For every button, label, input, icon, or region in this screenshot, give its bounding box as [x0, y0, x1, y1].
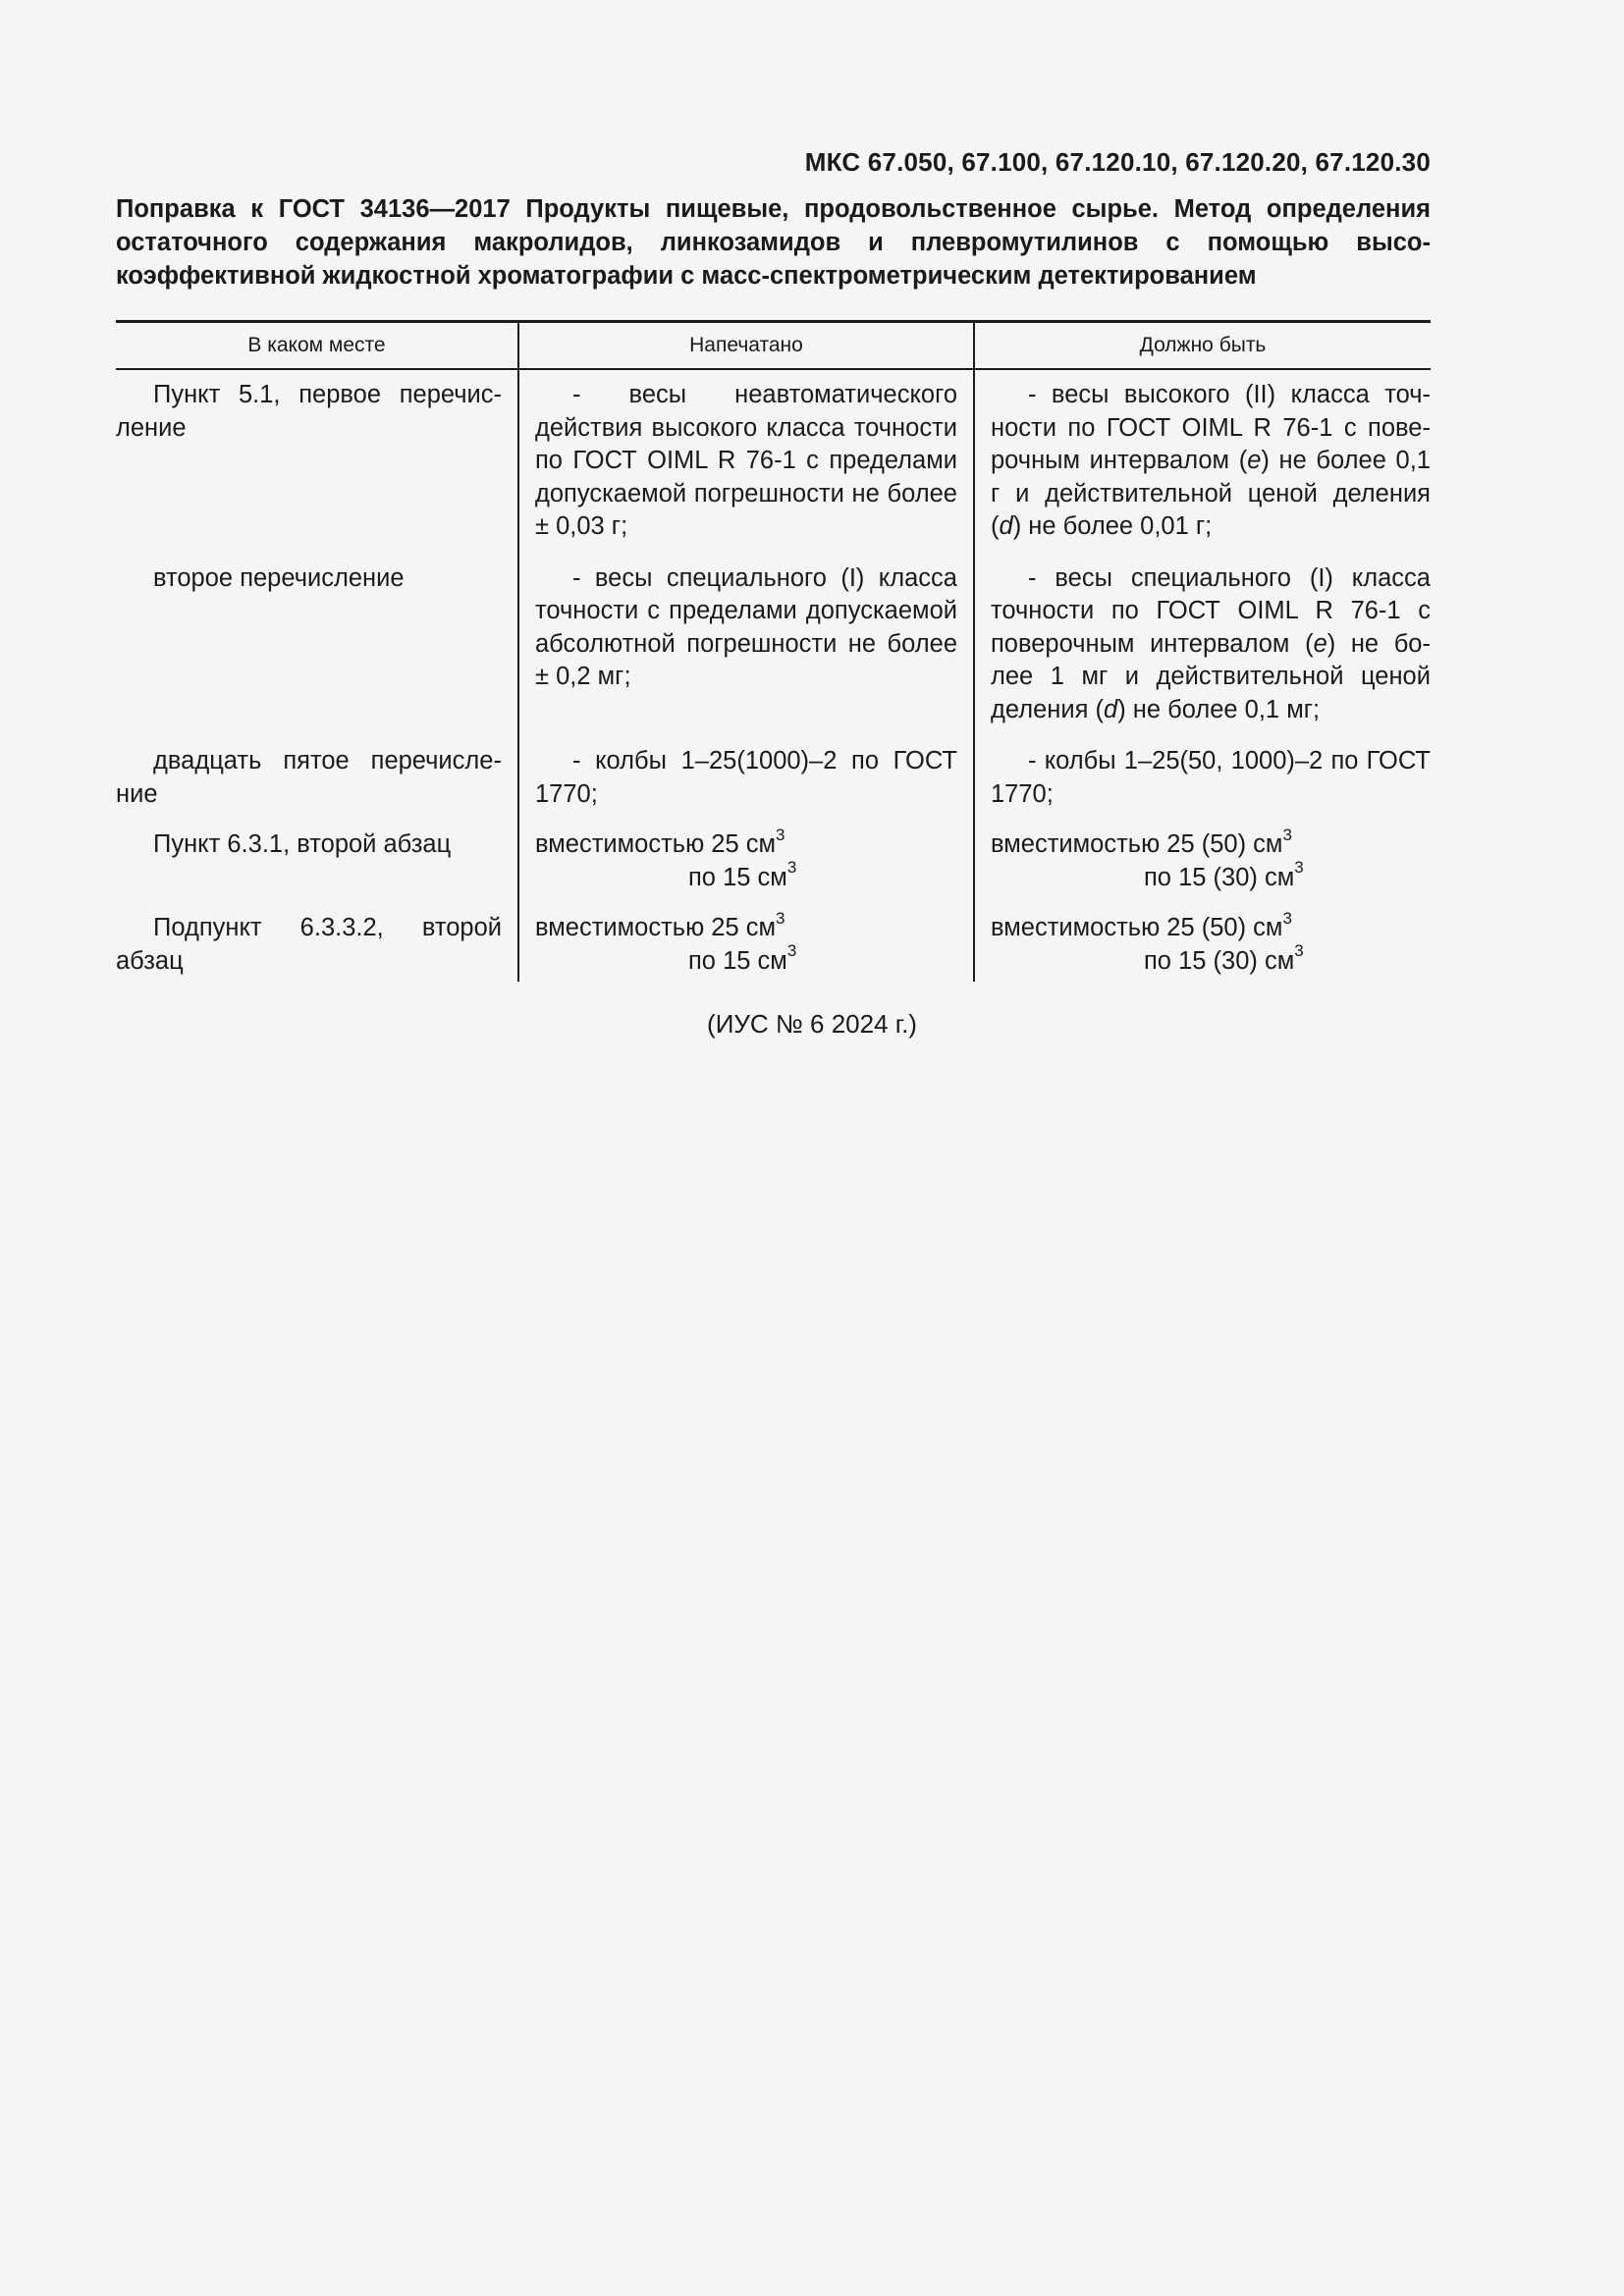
- table-header-row: [116, 322, 1431, 370]
- cell-where: второе перечисление: [153, 563, 405, 592]
- cell-where: Пункт 6.3.1, второй абзац: [153, 830, 452, 858]
- cell-printed: [518, 825, 974, 912]
- superscript: 3: [1294, 858, 1304, 877]
- column-header-printed: Напечатано: [518, 322, 974, 370]
- cell-printed: [518, 908, 974, 982]
- cell-where: двадцать пятое перечисление: [116, 747, 502, 808]
- cell-printed: - колбы 1–25(1000)–2 по ГОСТ 1770;: [518, 745, 974, 828]
- cell-should-be: - колбы 1–25(50, 1000)–2 по ГОСТ 1770;: [974, 745, 1431, 828]
- should-capacity: вместимостью 25 (50) см: [991, 830, 1283, 858]
- superscript: 3: [786, 858, 797, 877]
- column-header-should-be: Должно быть: [974, 322, 1431, 370]
- should-text-a: - весы высокого (II) класса точности по ГОСТ OIML R 76-1 с поверочным интервалом (: [991, 381, 1431, 474]
- superscript: 3: [1282, 908, 1292, 928]
- cell-where: Подпункт 6.3.3.2, второй абзац: [116, 914, 502, 975]
- cell-should-be: [974, 369, 1431, 562]
- ius-reference: (ИУС № 6 2024 г.): [707, 1009, 917, 1039]
- cell-should-be: [974, 908, 1431, 982]
- superscript: 3: [776, 825, 785, 844]
- mks-classification-code: МКС 67.050, 67.100, 67.120.10, 67.120.20, 67.120.30: [804, 147, 1431, 177]
- cell-should-be: [974, 825, 1431, 912]
- cell-printed: - весы специального (I) класса точности с пределами допускаемой абсолютной погрешности не более ± 0,2 мг;: [518, 562, 974, 746]
- variable-e: e: [1247, 447, 1262, 474]
- table-row: [116, 828, 1431, 912]
- amendment-table: [116, 320, 1431, 982]
- should-text-c: ) не более 0,1 мг;: [1117, 695, 1321, 723]
- should-portion: по 15 (30) см: [1144, 946, 1295, 975]
- cell-should-be: [974, 562, 1431, 746]
- superscript: 3: [776, 908, 785, 928]
- should-text-b: ) не более 1 мг и действительной ценой деления (: [991, 629, 1431, 723]
- variable-d: d: [999, 512, 1013, 540]
- table-row: [116, 912, 1431, 982]
- superscript: 3: [786, 941, 797, 960]
- variable-e: e: [1313, 629, 1327, 658]
- amendment-title: Поправка к ГОСТ 34136—2017 Продукты пищевые, продовольственное сырье. Метод определения остаточного содержания макролидов, линкозамидов и плевромутилинов с помощью высокоэффективной жидкостной хроматографии с масс-спектрометрическим детектированием: [116, 195, 1431, 290]
- printed-portion: по 15 см: [688, 863, 787, 891]
- column-header-where: В каком месте: [116, 322, 518, 370]
- should-portion: по 15 (30) см: [1144, 863, 1295, 891]
- table-row: [116, 562, 1431, 746]
- should-capacity: вместимостью 25 (50) см: [991, 914, 1283, 941]
- should-text-c: ) не более 0,01 г;: [1012, 512, 1213, 540]
- printed-portion: по 15 см: [688, 946, 787, 975]
- variable-d: d: [1104, 695, 1118, 723]
- should-text-b: ) не более 0,1 г и действительной ценой деления (: [991, 447, 1431, 540]
- table-row: [116, 745, 1431, 828]
- cell-printed: - весы неавтоматического действия высокого класса точности по ГОСТ OIML R 76-1 с пределами допускаемой погрешности не более ± 0,03 г;: [518, 369, 974, 562]
- printed-capacity: вместимостью 25 см: [535, 914, 777, 941]
- superscript: 3: [1294, 941, 1304, 960]
- superscript: 3: [1282, 825, 1292, 844]
- should-text-a: - весы специального (I) класса точности по ГОСТ OIML R 76-1 с поверочным интервалом (: [991, 563, 1431, 658]
- printed-capacity: вместимостью 25 см: [535, 830, 777, 858]
- table-row: [116, 369, 1431, 562]
- cell-where: Пункт 5.1, первое перечисление: [116, 381, 502, 442]
